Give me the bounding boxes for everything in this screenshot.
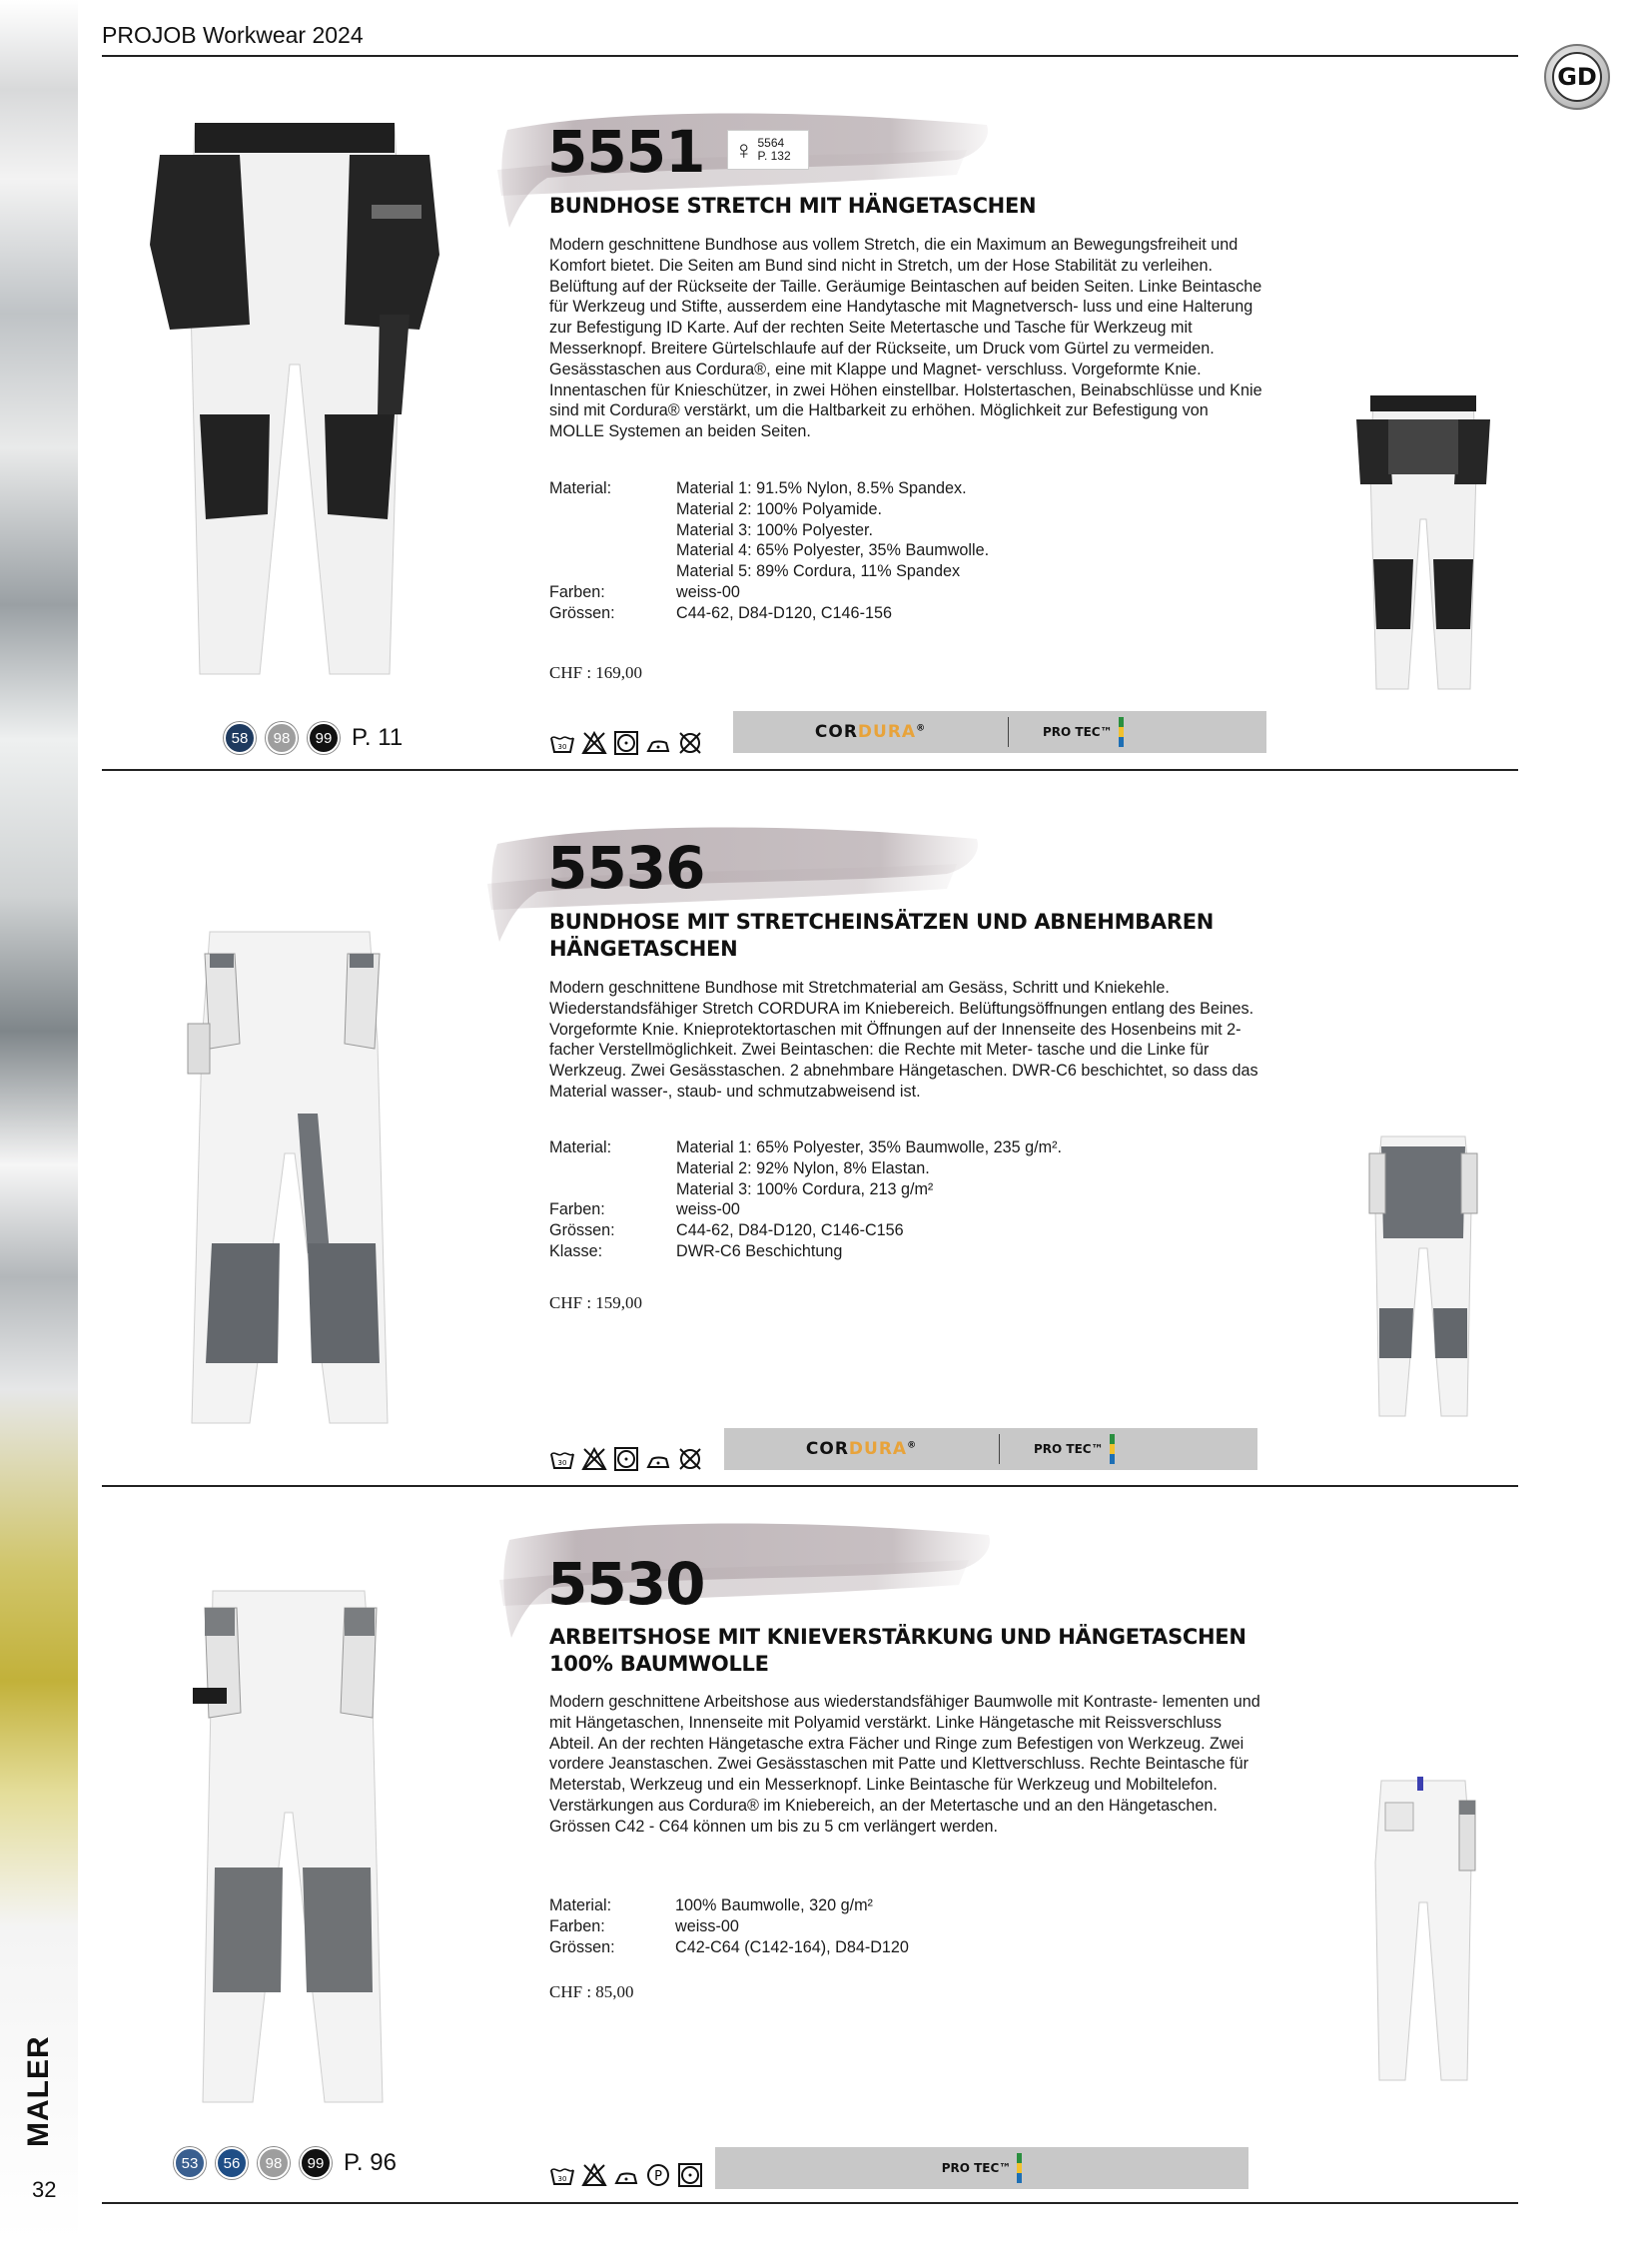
spec-row: Material: Material 1: 65% Polyester, 35% Baumwolle, 235 g/m². bbox=[549, 1138, 1062, 1156]
color-swatches bbox=[174, 2147, 397, 2179]
spec-row: Farben: weiss-00 bbox=[549, 1200, 740, 1219]
tumble-dry-icon bbox=[613, 1446, 639, 1472]
product-description: Modern geschnittene Bundhose aus vollem Stretch, die ein Maximum an Bewegungsfreiheit und Komfort bietet. Die Seiten am Bund sind nicht in Stretch, um der Hose Stabilität zu verleihen. Belüftung auf der Rückseite der Taille. Geräumige Beintaschen auf beiden Seiten. Linke Beintasche für Werkzeug und Stifte, ausserdem eine Handytasche mit Magnetversch- luss und eine Halterung zur Befestigung ID Karte. Auf der rechten Seite Metertasche und Tasche für Werkzeug mit Messerknopf. Breitere Gürtelschlaufe auf der Rückseite, um Druck vom Gürtel zu vermeiden. Gesässtaschen aus Cordura®, eine mit Klappe und Magnet- verschluss. Vorgeformte Knie. Innentaschen für Knieschützer, in zwei Höhen einstellbar. Holstertaschen, Beinabschlüsse und Knie sind mit Cordura® verstärkt, um die Haltbarkeit zu erhöhen. Möglichkeit zur Befestigung von MOLLE Systemen an beiden Seiten. bbox=[549, 236, 1262, 441]
protec-flag-icon bbox=[1110, 1434, 1115, 1464]
product-price: CHF : 159,00 bbox=[549, 1293, 643, 1312]
technology-bar bbox=[715, 2147, 1248, 2189]
dry-clean-p-icon bbox=[645, 2162, 671, 2188]
brand-logo-mark: GD bbox=[1552, 52, 1602, 102]
color-swatch[interactable]: 98 bbox=[258, 2147, 290, 2179]
product-image-back bbox=[1348, 389, 1498, 699]
spec-table bbox=[549, 1895, 909, 1957]
product-title: BUNDHOSE MIT STRETCHEINSÄTZEN UND ABNEHMBAREN HÄNGETASCHEN bbox=[549, 910, 1215, 961]
color-swatch[interactable]: 56 bbox=[216, 2147, 248, 2179]
iron-low-icon bbox=[645, 730, 671, 756]
technology-bar bbox=[724, 1428, 1257, 1470]
product-image-back bbox=[1363, 1773, 1483, 2087]
wash-30-icon bbox=[549, 2162, 575, 2188]
section-divider bbox=[102, 2202, 1518, 2204]
svg-text:P: P bbox=[654, 2169, 662, 2184]
female-version-code: 5564 bbox=[757, 136, 785, 150]
page-number: 32 bbox=[32, 2177, 57, 2202]
protec-flag-icon bbox=[1119, 717, 1124, 747]
spec-row: Klasse: DWR-C6 Beschichtung bbox=[549, 1241, 843, 1260]
spec-row: Grössen: C44-62, D84-D120, C146-C156 bbox=[549, 1221, 904, 1240]
care-icons bbox=[549, 2162, 703, 2188]
section-divider bbox=[102, 769, 1518, 771]
care-icons bbox=[549, 1446, 703, 1472]
iron-low-icon bbox=[613, 2162, 639, 2188]
color-swatch[interactable]: 99 bbox=[300, 2147, 332, 2179]
tumble-dry-icon bbox=[677, 2162, 703, 2188]
no-bleach-icon bbox=[581, 1446, 607, 1472]
color-swatch[interactable]: 53 bbox=[174, 2147, 206, 2179]
spec-row: Material: 100% Baumwolle, 320 g/m² bbox=[549, 1896, 873, 1914]
product-image-front bbox=[185, 1583, 395, 2112]
spec-row: Material 3: 100% Polyester. bbox=[676, 520, 874, 539]
product-price: CHF : 85,00 bbox=[549, 1982, 634, 2001]
cordura-logo: CORDURA® bbox=[814, 722, 927, 742]
product-price: CHF : 169,00 bbox=[549, 663, 643, 682]
product-image-front bbox=[180, 924, 400, 1433]
tech-divider bbox=[999, 1434, 1000, 1464]
no-bleach-icon bbox=[581, 2162, 607, 2188]
product-title: ARBEITSHOSE MIT KNIEVERSTÄRKUNG UND HÄNGETASCHEN 100% BAUMWOLLE bbox=[549, 1625, 1246, 1676]
iron-low-icon bbox=[645, 1446, 671, 1472]
wash-30-icon bbox=[549, 730, 575, 756]
spec-row: Farben: weiss-00 bbox=[549, 1916, 739, 1935]
spec-table bbox=[549, 1137, 1062, 1262]
spec-row: Material 2: 92% Nylon, 8% Elastan. bbox=[676, 1158, 930, 1177]
catalog-title: PROJOB Workwear 2024 bbox=[102, 22, 364, 48]
spec-row: Material: Material 1: 91.5% Nylon, 8.5% Spandex. bbox=[549, 479, 967, 497]
product-image-back bbox=[1363, 1128, 1483, 1423]
no-dry-clean-icon bbox=[677, 1446, 703, 1472]
svg-text:30: 30 bbox=[557, 1459, 567, 1467]
product-code: 5530 bbox=[547, 1550, 705, 1618]
product-image-front bbox=[140, 115, 449, 694]
tumble-dry-icon bbox=[613, 730, 639, 756]
spec-table bbox=[549, 478, 989, 624]
brand-logo bbox=[1544, 44, 1610, 110]
product-description: Modern geschnittene Bundhose mit Stretchmaterial am Gesäss, Schritt und Kniekehle. Wiederstandsfähiger Stretch CORDURA im Kniebereich. Belüftungsöffnungen entlang des Beines. Vorgeformte Knie. Knieprotektortaschen mit Öffnungen auf der Innenseite des Hosenbeins mit 2-facher Verstellmöglichkeit. Zwei Beintaschen: die Rechte mit Meter- tasche und die Linke für Werkzeug. Zwei Gesässtaschen. 2 abnehmbare Hängetaschen. DWR-C6 beschichtet, so dass das Material wasser-, staub- und schmutzabweisend ist. bbox=[549, 979, 1258, 1101]
female-symbol-icon: ♀ bbox=[734, 135, 754, 165]
spec-row: Grössen: C42-C64 (C142-164), D84-D120 bbox=[549, 1937, 909, 1956]
section-divider bbox=[102, 1485, 1518, 1487]
color-swatches bbox=[224, 722, 403, 754]
spec-row: Material 3: 100% Cordura, 213 g/m² bbox=[676, 1179, 934, 1198]
color-swatch[interactable]: 98 bbox=[266, 722, 298, 754]
care-icons bbox=[549, 730, 703, 756]
color-swatch[interactable]: 99 bbox=[308, 722, 340, 754]
protec-logo: PRO TEC™ bbox=[1043, 725, 1113, 739]
category-label: MALER bbox=[22, 2035, 55, 2147]
color-page-ref[interactable]: P. 11 bbox=[352, 724, 404, 751]
no-dry-clean-icon bbox=[677, 730, 703, 756]
protec-logo: PRO TEC™ bbox=[1034, 1442, 1104, 1456]
spec-row: Farben: weiss-00 bbox=[549, 582, 740, 601]
female-version-page: P. 132 bbox=[757, 149, 791, 163]
spec-row: Material 2: 100% Polyamide. bbox=[676, 499, 883, 518]
header-divider bbox=[102, 55, 1518, 57]
protec-logo: PRO TEC™ bbox=[941, 2161, 1012, 2175]
side-decoration bbox=[0, 0, 78, 2241]
female-version-badge[interactable] bbox=[727, 130, 809, 170]
spec-row: Grössen: C44-62, D84-D120, C146-156 bbox=[549, 603, 892, 622]
product-title: BUNDHOSE STRETCH MIT HÄNGETASCHEN bbox=[549, 194, 1037, 218]
spec-row: Material 4: 65% Polyester, 35% Baumwolle. bbox=[676, 541, 990, 560]
technology-bar bbox=[733, 711, 1266, 753]
svg-text:30: 30 bbox=[557, 2175, 567, 2183]
wash-30-icon bbox=[549, 1446, 575, 1472]
cordura-logo: CORDURA® bbox=[805, 1439, 918, 1459]
color-swatch[interactable]: 58 bbox=[224, 722, 256, 754]
color-page-ref[interactable]: P. 96 bbox=[344, 2149, 397, 2176]
protec-flag-icon bbox=[1017, 2153, 1022, 2183]
spec-row: Material 5: 89% Cordura, 11% Spandex bbox=[676, 562, 961, 581]
no-bleach-icon bbox=[581, 730, 607, 756]
product-code: 5536 bbox=[547, 834, 705, 902]
product-description: Modern geschnittene Arbeitshose aus wiederstandsfähiger Baumwolle mit Kontraste- lementen und mit Hängetaschen, Innenseite mit Polyamid verstärkt. Linke Hängetasche mit Reissverschluss Abteil. An der rechten Hängetasche extra Fächer und Ringe zum Befestigen von Werkzeug. Zwei vordere Jeanstaschen. Zwei Gesässtaschen mit Patte und Klettverschluss. Rechte Beintasche für Meterstab, Werkzeug und ein Messerknopf. Linke Beintasche für Werkzeug und Mobiltelefon. Verstärkungen aus Cordura® im Kniebereich, an der Metertasche und an den Hängetaschen. Grössen C42 - C64 können um bis zu 5 cm verlängert werden. bbox=[549, 1693, 1260, 1836]
product-code: 5551 bbox=[547, 118, 705, 186]
svg-text:30: 30 bbox=[557, 743, 567, 751]
tech-divider bbox=[1008, 717, 1009, 747]
